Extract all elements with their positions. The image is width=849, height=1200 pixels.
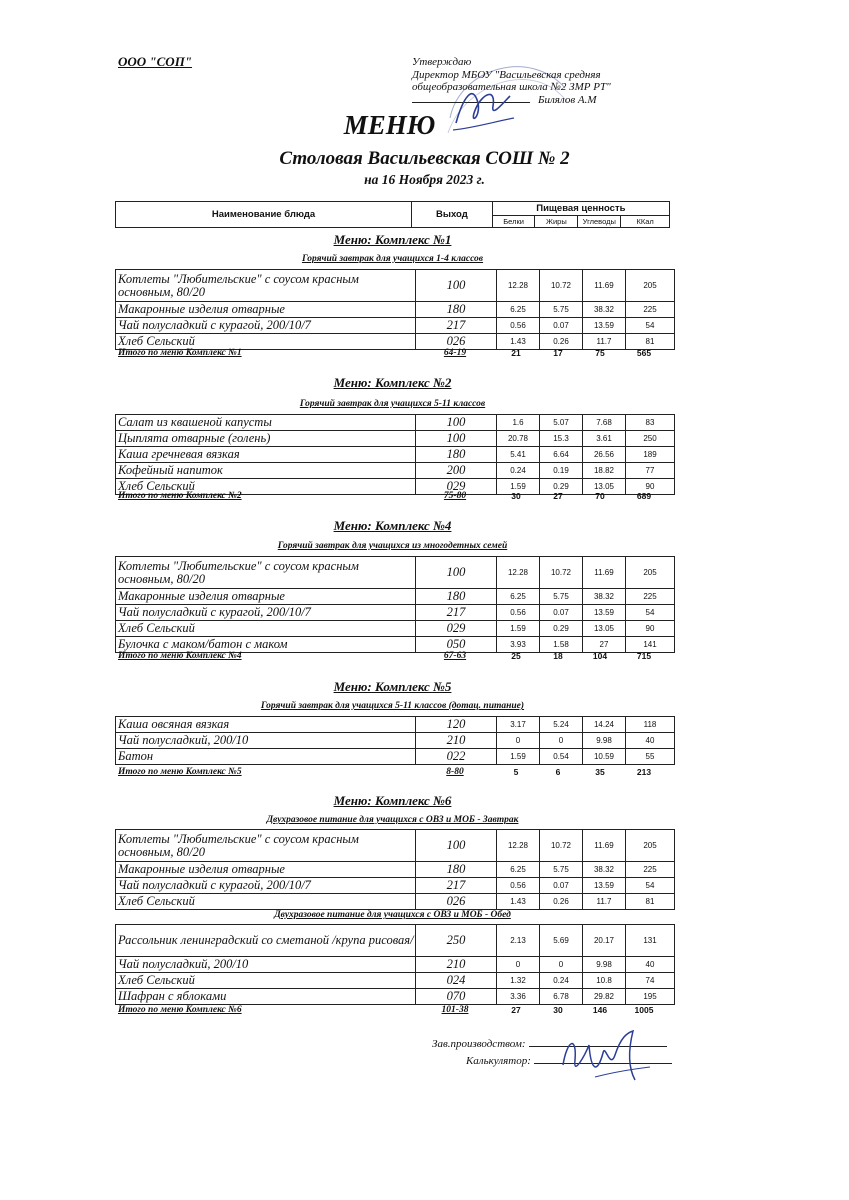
- section-subtitle: Двухразовое питание для учащихся с ОВЗ и МОБ - Завтрак: [266, 815, 519, 825]
- dish-fat: 5.75: [540, 302, 583, 318]
- dish-kcal: 225: [626, 302, 675, 318]
- dish-kcal: 54: [626, 318, 675, 334]
- total-carbs: 75: [595, 348, 605, 358]
- total-protein: 5: [513, 767, 519, 777]
- dish-kcal: 90: [626, 479, 675, 495]
- dish-name: Салат из квашеной капусты: [116, 415, 416, 431]
- dish-protein: 3.93: [497, 637, 540, 653]
- dish-kcal: 77: [626, 463, 675, 479]
- dish-kcal: 225: [626, 589, 675, 605]
- dish-fat: 5.07: [540, 415, 583, 431]
- dish-kcal: 90: [626, 621, 675, 637]
- dish-fat: 0.19: [540, 463, 583, 479]
- approve-line-3: общеобразовательная школа №2 ЗМР РТ": [412, 81, 611, 93]
- dish-carbs: 11.7: [583, 334, 626, 350]
- dish-fat: 0.29: [540, 621, 583, 637]
- dish-protein: 3.17: [497, 717, 540, 733]
- dish-output: 100: [416, 830, 497, 862]
- dish-name: Хлеб Сельский: [116, 479, 416, 495]
- table-row: [116, 957, 675, 973]
- table-row: [116, 717, 675, 733]
- col-protein-header: Белки: [492, 215, 535, 227]
- dish-name: Чай полусладкий с курагой, 200/10/7: [116, 605, 416, 621]
- dish-kcal: 205: [626, 830, 675, 862]
- dish-output: 100: [416, 557, 497, 589]
- dish-kcal: 40: [626, 733, 675, 749]
- director-name: Билялов А.М: [538, 93, 597, 106]
- total-protein: 30: [511, 491, 521, 501]
- section-total: [118, 491, 678, 503]
- menu-table: [115, 829, 675, 910]
- table-row: [116, 862, 675, 878]
- col-name-header: Наименование блюда: [116, 202, 412, 228]
- table-row: [116, 989, 675, 1005]
- total-price: 75-80: [443, 491, 467, 501]
- section-total: [118, 348, 678, 360]
- dish-carbs: 9.98: [583, 733, 626, 749]
- dish-name: Каша гречневая вязкая: [116, 447, 416, 463]
- total-label: Итого по меню Комплекс №5: [118, 767, 242, 777]
- dish-output: 180: [416, 589, 497, 605]
- dish-protein: 6.25: [497, 862, 540, 878]
- total-fat: 6: [555, 767, 561, 777]
- total-kcal: 565: [636, 348, 652, 358]
- total-label: Итого по меню Комплекс №1: [118, 348, 242, 358]
- dish-protein: 0.24: [497, 463, 540, 479]
- dish-fat: 5.75: [540, 589, 583, 605]
- dish-kcal: 225: [626, 862, 675, 878]
- dish-name: Батон: [116, 749, 416, 765]
- dish-protein: 1.59: [497, 749, 540, 765]
- dish-output: 022: [416, 749, 497, 765]
- dish-kcal: 40: [626, 957, 675, 973]
- dish-protein: 0.56: [497, 318, 540, 334]
- dish-fat: 10.72: [540, 830, 583, 862]
- dish-carbs: 38.32: [583, 589, 626, 605]
- dish-carbs: 7.68: [583, 415, 626, 431]
- dish-carbs: 38.32: [583, 862, 626, 878]
- dish-fat: 0.26: [540, 334, 583, 350]
- table-row: [116, 302, 675, 318]
- table-row: [116, 431, 675, 447]
- dish-name: Котлеты "Любительские" с соусом красным основным, 80/20: [116, 830, 416, 862]
- dish-protein: 1.6: [497, 415, 540, 431]
- dish-kcal: 55: [626, 749, 675, 765]
- dish-output: 200: [416, 463, 497, 479]
- dish-kcal: 205: [626, 270, 675, 302]
- dish-output: 100: [416, 431, 497, 447]
- table-row: [116, 621, 675, 637]
- dish-name: Шафран с яблоками: [116, 989, 416, 1005]
- dish-carbs: 11.69: [583, 830, 626, 862]
- dish-output: 026: [416, 894, 497, 910]
- dish-carbs: 18.82: [583, 463, 626, 479]
- section-subtitle-lunch: Двухразовое питание для учащихся с ОВЗ и МОБ - Обед: [274, 910, 511, 920]
- dish-protein: 6.25: [497, 589, 540, 605]
- approve-line-2: Директор МБОУ "Васильевская средняя: [412, 68, 601, 81]
- total-fat: 27: [553, 491, 563, 501]
- dish-fat: 0: [540, 957, 583, 973]
- dish-fat: 5.24: [540, 717, 583, 733]
- dish-carbs: 14.24: [583, 717, 626, 733]
- col-output-header: Выход: [412, 202, 493, 228]
- dish-kcal: 54: [626, 878, 675, 894]
- dish-name: Макаронные изделия отварные: [116, 302, 416, 318]
- total-kcal: 213: [636, 767, 652, 777]
- dish-kcal: 250: [626, 431, 675, 447]
- dish-protein: 2.13: [497, 925, 540, 957]
- section-title: Меню: Комплекс №4: [333, 518, 452, 533]
- table-row: [116, 733, 675, 749]
- dish-protein: 0: [497, 957, 540, 973]
- dish-protein: 0: [497, 733, 540, 749]
- page-subtitle: Столовая Васильевская СОШ № 2: [279, 148, 570, 169]
- total-price: 101-38: [441, 1005, 469, 1015]
- section-subtitle: Горячий завтрак для учащихся из многодетных семей: [277, 541, 508, 551]
- dish-output: 180: [416, 302, 497, 318]
- dish-output: 026: [416, 334, 497, 350]
- table-row: [116, 878, 675, 894]
- page-title: МЕНЮ: [343, 110, 436, 140]
- dish-kcal: 54: [626, 605, 675, 621]
- table-row: [116, 605, 675, 621]
- menu-table: [115, 414, 675, 495]
- dish-kcal: 81: [626, 894, 675, 910]
- dish-carbs: 13.05: [583, 621, 626, 637]
- dish-name: Хлеб Сельский: [116, 894, 416, 910]
- section-title: Меню: Комплекс №6: [333, 793, 452, 808]
- production-manager-label: Зав.производством:: [432, 1038, 526, 1050]
- dish-name: Чай полусладкий с курагой, 200/10/7: [116, 878, 416, 894]
- dish-name: Кофейный напиток: [116, 463, 416, 479]
- total-price: 64-19: [443, 348, 467, 358]
- total-price: 8-80: [446, 767, 464, 777]
- dish-name: Котлеты "Любительские" с соусом красным основным, 80/20: [116, 557, 416, 589]
- dish-output: 217: [416, 878, 497, 894]
- dish-protein: 12.28: [497, 557, 540, 589]
- dish-fat: 0.54: [540, 749, 583, 765]
- dish-output: 100: [416, 270, 497, 302]
- dish-carbs: 11.7: [583, 894, 626, 910]
- dish-name: Рассольник ленинградский со сметаной /крупа рисовая/: [116, 925, 416, 957]
- dish-carbs: 29.82: [583, 989, 626, 1005]
- dish-output: 180: [416, 447, 497, 463]
- dish-kcal: 189: [626, 447, 675, 463]
- section-subtitle: Горячий завтрак для учащихся 5-11 классов: [299, 399, 486, 409]
- dish-name: Цыплята отварные (голень): [116, 431, 416, 447]
- dish-output: 217: [416, 605, 497, 621]
- dish-carbs: 38.32: [583, 302, 626, 318]
- dish-output: 050: [416, 637, 497, 653]
- dish-protein: 12.28: [497, 830, 540, 862]
- section-title: Меню: Комплекс №2: [333, 375, 452, 390]
- dish-fat: 15.3: [540, 431, 583, 447]
- total-kcal: 689: [636, 491, 652, 501]
- calculator-label: Калькулятор:: [466, 1055, 531, 1067]
- dish-fat: 0.07: [540, 878, 583, 894]
- table-row: [116, 973, 675, 989]
- dish-carbs: 9.98: [583, 957, 626, 973]
- dish-protein: 6.25: [497, 302, 540, 318]
- dish-kcal: 74: [626, 973, 675, 989]
- dish-protein: 20.78: [497, 431, 540, 447]
- section-title: Меню: Комплекс №5: [333, 679, 452, 694]
- table-row: [116, 749, 675, 765]
- total-fat: 18: [553, 651, 563, 661]
- total-label: Итого по меню Комплекс №2: [118, 491, 242, 501]
- dish-kcal: 118: [626, 717, 675, 733]
- dish-fat: 6.78: [540, 989, 583, 1005]
- dish-name: Котлеты "Любительские" с соусом красным основным, 80/20: [116, 270, 416, 302]
- total-fat: 17: [553, 348, 563, 358]
- dish-output: 029: [416, 479, 497, 495]
- menu-date: на 16 Ноября 2023 г.: [364, 172, 485, 187]
- dish-protein: 1.32: [497, 973, 540, 989]
- table-row: [116, 270, 675, 302]
- dish-carbs: 3.61: [583, 431, 626, 447]
- dish-output: 210: [416, 957, 497, 973]
- dish-fat: 5.69: [540, 925, 583, 957]
- dish-kcal: 131: [626, 925, 675, 957]
- dish-fat: 5.75: [540, 862, 583, 878]
- total-kcal: 1005: [634, 1005, 654, 1015]
- dish-carbs: 26.56: [583, 447, 626, 463]
- total-label: Итого по меню Комплекс №4: [118, 651, 242, 661]
- company-name: ООО "СОП": [118, 54, 193, 69]
- dish-name: Булочка с маком/батон с маком: [116, 637, 416, 653]
- dish-fat: 1.58: [540, 637, 583, 653]
- total-protein: 25: [511, 651, 521, 661]
- total-label: Итого по меню Комплекс №6: [118, 1005, 242, 1015]
- total-carbs: 146: [592, 1005, 608, 1015]
- dish-name: Макаронные изделия отварные: [116, 589, 416, 605]
- dish-fat: 0.26: [540, 894, 583, 910]
- table-row: [116, 557, 675, 589]
- dish-protein: 1.43: [497, 334, 540, 350]
- section-title: Меню: Комплекс №1: [333, 232, 452, 247]
- total-carbs: 70: [595, 491, 605, 501]
- table-row: [116, 894, 675, 910]
- section-subtitle: Горячий завтрак для учащихся 1-4 классов: [301, 254, 484, 264]
- dish-kcal: 195: [626, 989, 675, 1005]
- table-row: [116, 589, 675, 605]
- dish-carbs: 20.17: [583, 925, 626, 957]
- dish-name: Чай полусладкий, 200/10: [116, 957, 416, 973]
- section-total: [118, 1005, 678, 1017]
- dish-output: 217: [416, 318, 497, 334]
- dish-fat: 0: [540, 733, 583, 749]
- dish-fat: 0.24: [540, 973, 583, 989]
- col-kcal-header: ККал: [621, 215, 670, 227]
- dish-kcal: 81: [626, 334, 675, 350]
- table-row: [116, 925, 675, 957]
- dish-output: 100: [416, 415, 497, 431]
- menu-table: [115, 716, 675, 765]
- dish-kcal: 83: [626, 415, 675, 431]
- dish-protein: 0.56: [497, 605, 540, 621]
- table-header: [115, 201, 670, 228]
- dish-protein: 5.41: [497, 447, 540, 463]
- dish-fat: 10.72: [540, 557, 583, 589]
- total-protein: 21: [511, 348, 521, 358]
- dish-kcal: 141: [626, 637, 675, 653]
- dish-name: Хлеб Сельский: [116, 334, 416, 350]
- dish-kcal: 205: [626, 557, 675, 589]
- dish-name: Хлеб Сельский: [116, 973, 416, 989]
- table-row: [116, 318, 675, 334]
- dish-output: 029: [416, 621, 497, 637]
- dish-output: 024: [416, 973, 497, 989]
- section-total: [118, 651, 678, 663]
- dish-output: 120: [416, 717, 497, 733]
- dish-output: 210: [416, 733, 497, 749]
- dish-output: 070: [416, 989, 497, 1005]
- total-carbs: 35: [595, 767, 605, 777]
- dish-carbs: 13.59: [583, 878, 626, 894]
- col-nutrition-header: Пищевая ценность: [492, 202, 669, 216]
- total-kcal: 715: [636, 651, 652, 661]
- dish-protein: 1.43: [497, 894, 540, 910]
- dish-carbs: 13.59: [583, 318, 626, 334]
- approve-line-1: Утверждаю: [412, 56, 472, 68]
- dish-name: Чай полусладкий с курагой, 200/10/7: [116, 318, 416, 334]
- menu-table: [115, 556, 675, 653]
- table-row: [116, 447, 675, 463]
- dish-name: Чай полусладкий, 200/10: [116, 733, 416, 749]
- section-subtitle: Горячий завтрак для учащихся 5-11 классов (дотац. питание): [260, 701, 525, 711]
- menu-table: [115, 924, 675, 1005]
- dish-fat: 6.64: [540, 447, 583, 463]
- table-row: [116, 830, 675, 862]
- dish-name: Каша овсяная вязкая: [116, 717, 416, 733]
- col-fat-header: Жиры: [535, 215, 578, 227]
- dish-protein: 3.36: [497, 989, 540, 1005]
- total-protein: 27: [511, 1005, 521, 1015]
- dish-carbs: 27: [583, 637, 626, 653]
- dish-fat: 0.07: [540, 605, 583, 621]
- total-price: 67-63: [443, 651, 467, 661]
- section-total: [118, 767, 678, 779]
- dish-fat: 0.07: [540, 318, 583, 334]
- dish-protein: 0.56: [497, 878, 540, 894]
- total-fat: 30: [553, 1005, 563, 1015]
- dish-output: 180: [416, 862, 497, 878]
- dish-protein: 1.59: [497, 621, 540, 637]
- dish-carbs: 11.69: [583, 557, 626, 589]
- dish-carbs: 11.69: [583, 270, 626, 302]
- dish-output: 250: [416, 925, 497, 957]
- table-row: [116, 415, 675, 431]
- total-carbs: 104: [592, 651, 608, 661]
- dish-carbs: 13.05: [583, 479, 626, 495]
- col-carbs-header: Углеводы: [578, 215, 621, 227]
- dish-fat: 0.29: [540, 479, 583, 495]
- dish-carbs: 10.59: [583, 749, 626, 765]
- dish-carbs: 10.8: [583, 973, 626, 989]
- dish-protein: 12.28: [497, 270, 540, 302]
- handwritten-signature: [555, 1025, 665, 1085]
- menu-table: [115, 269, 675, 350]
- table-row: [116, 463, 675, 479]
- dish-name: Макаронные изделия отварные: [116, 862, 416, 878]
- dish-carbs: 13.59: [583, 605, 626, 621]
- dish-name: Хлеб Сельский: [116, 621, 416, 637]
- dish-fat: 10.72: [540, 270, 583, 302]
- dish-protein: 1.59: [497, 479, 540, 495]
